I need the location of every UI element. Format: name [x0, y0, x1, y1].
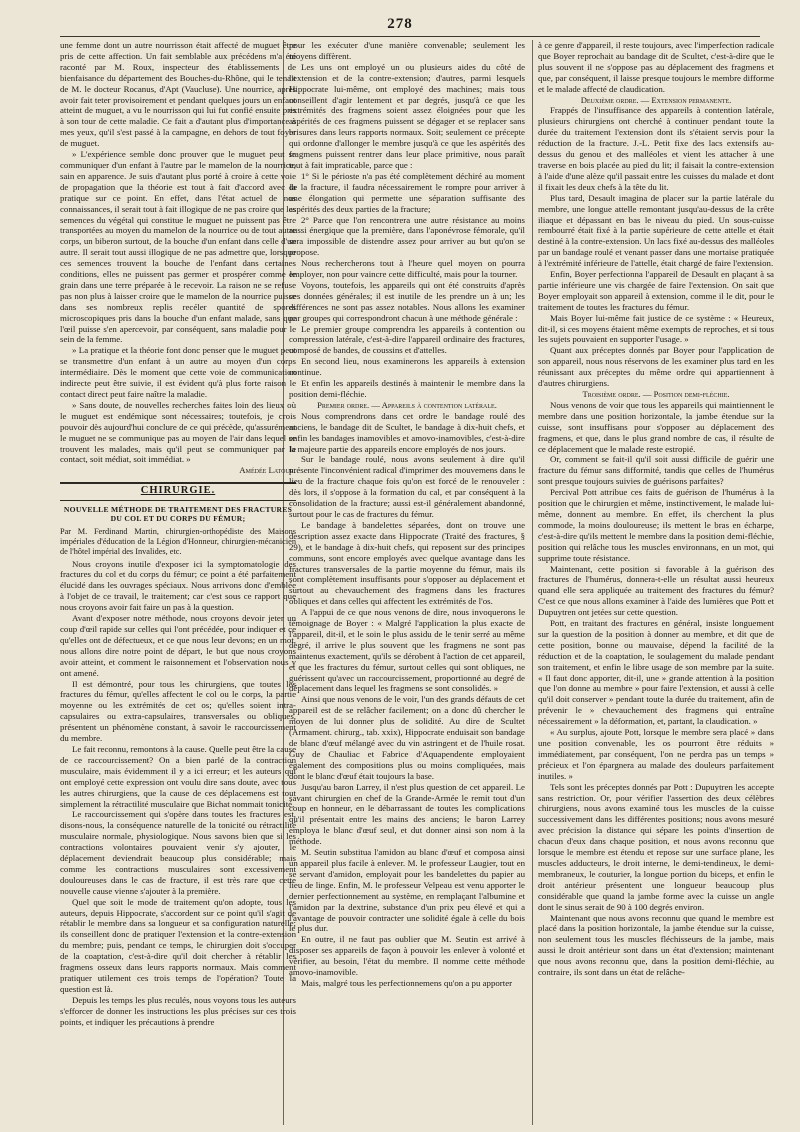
paragraph: à ce genre d'appareil, il reste toujours, avec l'imperfection radicale que Boyer reprochait au bandage dit de Scultet, c'est-à-dire que le plus souvent il ne s'oppose pas au déplacement des fragmens et que, par conséquent, il laisse presque toujours le membre difforme et le malade affecté de claudication. — [538, 40, 774, 94]
paragraph: Maintenant que nous avons reconnu que quand le membre est placé dans la position horizontale, la jambe étendue sur la cuisse, non seulement tous les muscles fléchisseurs de la jambe, mais aussi le droit antérieur sont dans un état d'extension; maintenant que nous avons reconnu que, dans la position demi-fléchie, au contraire, ils sont dans un état de relâche- — [538, 912, 774, 978]
paragraph: Et enfin les appareils destinés à maintenir le membre dans la position demi-fléchie. — [289, 378, 525, 399]
paragraph: Nous rechercherons tout à l'heure quel moyen on pourra employer, non pour vaincre cette difficulté, mais pour la tourner. — [289, 258, 525, 280]
header-rule — [60, 36, 760, 37]
paragraph: Il est démontré, pour tous les chirurgiens, que toutes les fractures du fémur, qu'elles affectent le col ou le corps, la partie moyenne ou les extrémités de cet os; qu'elles soient intra-capsulaires ou extra-capsulaires, transversales ou obliques, présentent un phénomène constant, à savoir le raccourcissement du membre. — [60, 678, 296, 744]
column-1 — [60, 40, 296, 1130]
column-2 — [289, 40, 525, 1130]
paragraph: Le bandage à bandelettes séparées, dont on trouve une description assez exacte dans Hippocrate (Traité des fractures, § 29), et le bandage à dix-huit chefs, qui reposent sur des principes communs, sont encore employés avec quelque avantage dans les fractures transversales de la partie moyenne du fémur, mais ils sont complètement insuffisants pour s'opposer au déplacement et surtout au chevauchement des fragmens dans les fractures obliques et dans celles qui affectent les extrémités de l'os. — [289, 519, 525, 607]
paragraph: Le raccourcissement qui s'opère dans toutes les fractures est, disons-nous, la conséquence naturelle de la tonicité ou rétractilité musculaire normale, physiologique. Nous savons bien que si les contractions volontaires pouvaient venir s'y ajouter, le déplacement deviendrait beaucoup plus considérable; mais comme les contractions musculaires sont excessivement douloureuses dans le cas de fracture, il est très rare que cette nouvelle cause vienne s'ajouter à la première. — [60, 809, 296, 896]
paragraph: Depuis les temps les plus reculés, nous voyons tous les auteurs s'efforcer de donner les instructions les plus précises sur ces trois points, et indiquer les précautions à prendre — [60, 994, 296, 1027]
section-rule — [60, 482, 296, 484]
paragraph: » La pratique et la théorie font donc penser que le muguet peut se transmettre d'un enfant à un autre au moyen d'un corps intermédiaire. Dès le moment que cette voie de communication indirecte peut être suivie, il est évident qu'à plus forte raison le contact direct peut faire naître la maladie. — [60, 345, 296, 399]
paragraph: Frappés de l'insuffisance des appareils à contention latérale, plusieurs chirurgiens ont cherché à continuer pendant toute la durée du traitement l'extension dont ils s'étaient servis pour la réduction de la fracture. J.-L. Petit fixe des lacs extensifs au-dessus du genou et des malléoles et vient les attacher à une traverse en bois placée au pied du lit; il faisait la contre-extension à l'aide d'une alèze qu'il passait entre les cuisses du malade et dont il fixait les deux chefs à la tête du lit. — [538, 105, 774, 192]
paragraph: » Sans doute, de nouvelles recherches faites loin des lieux où le muguet est endémique sont nécessaires; toutefois, je crois pouvoir dès aujourd'hui conclure de ce qui précède, qu'assurément le muguet ne se communique pas au moyen de l'air dans lequel se trouvent les malades, mais qu'il peut se communiquer par le contact, soit médiat, soit immédiat. » — [60, 399, 296, 465]
paragraph: En second lieu, nous examinerons les appareils à extension continue. — [289, 356, 525, 378]
section-title: CHIRURGIE. — [140, 485, 216, 497]
page-number: 278 — [387, 16, 413, 32]
paragraph: Nous comprendrons dans cet ordre le bandage roulé des anciens, le bandage dit de Scultet, le bandage à dix-huit chefs, et enfin les bandages inamovibles et amovo-inamovibles, c'est-à-dire la majeure partie des appareils encore employés de nos jours. — [289, 410, 525, 454]
paragraph: 2° Parce que l'on rencontrera une autre résistance au moins aussi énergique que la première, dans l'aponévrose fémorale, qu'il sera impossible de distendre assez pour arriver au but qu'on se propose. — [289, 214, 525, 258]
section-rule — [60, 500, 296, 501]
paragraph: » L'expérience semble donc prouver que le muguet peut se communiquer d'un enfant à l'autre par le mamelon de la nourrice, sain en apparence. Je suis d'autant plus porté à croire à cette voie de propagation que la théorie est tout à fait d'accord avec la pratique sur ce point. En effet, dans l'état actuel de nos connaissances, il serait tout à fait illogique de ne pas croire que les semences du végétal qui constitue le muguet ne puissent pas être transportées au moyen du mamelon de la nourrice ou de tout autre corps, un biberon surtout, de la bouche d'un enfant dans celle d'un autre. Il serait tout aussi illogique de ne pas admettre que, lorsque ces semences trouvent la bouche de l'enfant dans certaines conditions, elles ne puissent pas germer et prospérer comme le grain dans une terre préparée à le recevoir. La raison ne se refuse pas non plus à laisser croire que le mamelon de la nourrice puisse dans ses nombreux replis recéler quantité de spores microscopiques pris dans la bouche d'un enfant malade, sans que l'œil puisse s'en apercevoir, par conséquent, sans maladie pour le sein de la femme. — [60, 149, 296, 345]
column-3 — [538, 40, 774, 1130]
paragraph: M. Seutin substitua l'amidon au blanc d'œuf et composa ainsi un appareil plus facile à enlever. M. le professeur Laugier, tout en se servant d'amidon, employait pour les bandelettes du papier au lieu de linge. Enfin, M. le professeur Velpeau est venu apporter le dernier perfectionnement au système, en remplaçant l'albumine et l'amidon par la dextrine, substance d'un prix peu élevé et qui a l'avantage de pouvoir contracter une solidité égale à celle du bois le plus dur. — [289, 847, 525, 934]
article-byline: Par M. Ferdinand Martin, chirurgien-orthopédiste des Maisons impériales d'éducation de la Légion d'Honneur, chirurgien-mécanicien de l'hôtel impérial des Invalides, etc. — [60, 526, 296, 556]
paragraph: A l'appui de ce que nous venons de dire, nous invoquerons le témoignage de Boyer : « Malgré l'application la plus exacte de l'appareil, dit-il, et le soin le plus assidu de le tenir serré au même degré, il arrive le plus souvent que les fragmens ne sont pas maintenus exactement, qu'ils se dérobent à l'action de cet appareil, et que les fractures du fémur, surtout celles qui sont obliques, ne guérissent qu'avec un raccourcissement, proportionné au degré de déplacement dans lequel les fragmens se sont consolidés. » — [289, 607, 525, 694]
author-signature: Amédée Latour. — [239, 465, 296, 476]
paragraph: Mais, malgré tous les perfectionnemens qu'on a pu apporter — [301, 977, 513, 988]
paragraph: Enfin, Boyer perfectionna l'appareil de Desault en plaçant à sa partie inférieure une vis chargée de faire l'extension. On sait que Boyer employait son appareil à extension, comme il le dit, pour le traitement de toutes les fractures du fémur. — [538, 269, 774, 312]
paragraph: Quel que soit le mode de traitement qu'on adopte, tous les auteurs, depuis Hippocrate, s'accordent sur ce point qu'il s'agit de rétablir le membre dans sa longueur et sa configuration naturelle; ils conseillent donc de pratiquer l'extension et la contre-extension du membre; puis, pendant ce temps, le chirurgien doit s'occuper de la coaptation, c'est-à-dire qu'il doit chercher à rétablir les fragmens osseux dans leurs rapports normaux. Mais comment pratiquer utilement ces trois temps de l'opération? Toute la question est là. — [60, 896, 296, 994]
paragraph: « Au surplus, ajoute Pott, lorsque le membre sera placé » dans une position convenable, les os pourront être réduits » immédiatement, par conséquent, l'on ne perdra pas un temps » précieux et l'on épargnera au malade des douleurs parfaitement inutiles. » — [538, 727, 774, 781]
paragraph: Nous venons de voir que tous les appareils qui maintiennent le membre dans une position horizontale, la jambe étendue sur la cuisse, sont insuffisans pour s'opposer au déplacement des fragmens, et que, dans le plus grand nombre de cas, il résulte de ce déplacement que le malade reste estropié. — [538, 399, 774, 454]
paragraph: pour les exécuter d'une manière convenable; seulement les moyens diffèrent. — [289, 40, 525, 61]
paragraph: Maintenant, cette position si favorable à la guérison des fractures de l'humérus, donnera-t-elle un résultat aussi heureux quand elle sera appliquée au traitement des fractures du fémur? C'est ce que nous allons examiner à l'aide des lumières que Pott et Dupuytren ont jetées sur cette question. — [538, 563, 774, 618]
paragraph: Tels sont les préceptes donnés par Pott : Dupuytren les accepte sans restriction. Or, pour vérifier l'assertion des deux célèbres chirurgiens, nous avons examiné tous les muscles de la cuisse successivement dans les différentes positions; nous avons mesuré avec précision la distance qui sépare les points d'insertion de chacun d'eux dans chaque position, et nous avons reconnu que lorsque le membre est étendu et repose sur une surface plane, les muscles adducteurs, le droit interne, le demi-tendineux, le demi-membraneux, le couturier, la longue portion du biceps, et enfin le droit antérieur présentent une longueur beaucoup plus considérable que quand la jambe forme avec la cuisse un angle dont le sinus serait de 90 à 100 degrés environ. — [538, 781, 774, 912]
subsection-heading: Premier ordre. — Appareils à contention latérale. — [317, 399, 497, 410]
subsection-heading: Troisième ordre. — Position demi-fléchie. — [582, 389, 730, 399]
paragraph: Percival Pott attribue ces faits de guérison de l'humérus à la position que le chirurgien et même, instinctivement, le malade lui-même, donnent au membre. En effet, ils cherchent la plus commode, la moins douloureuse; ils mettent le bras en écharpe, c'est-à-dire qu'ils mettent le membre dans la position demi-fléchie, position qui relâche tous les muscles environnans, en un mot, qui supprime toute résistance. — [538, 487, 774, 563]
paragraph: Jusqu'au baron Larrey, il n'est plus question de cet appareil. Le savant chirurgien en chef de la Grande-Armée le remit tout d'un coup en honneur, en le débarrassant de toutes les complications qu'il présentait entre les mains des anciens; le baron Larrey employa le blanc d'œuf seul, et dut donner ainsi son nom à la méthode. — [289, 781, 525, 847]
paragraph: Quant aux préceptes donnés par Boyer pour l'application de son appareil, nous nous réservons de les examiner plus tard en les réunissant aux préceptes du même ordre qui appartiennent à d'autres chirurgiens. — [538, 345, 774, 389]
paragraph: 1° Si le périoste n'a pas été complètement déchiré au moment de la fracture, il faudra nécessairement le rompre pour arriver à une élongation qui permette une séparation suffisante des aspérités des deux parties de la fracture; — [289, 170, 525, 214]
paragraph: Ainsi que nous venons de le voir, l'un des grands défauts de cet appareil est de se relâcher facilement; on a donc dû chercher le moyen de lui donner plus de solidité. Au dire de Scultet (Armament. chirurg., tab. xxix), Hippocrate enduisait son bandage de blanc d'œuf mélangé avec du vin astringent et de l'huile rosat. Guy de Chauliac et Fabrice d'Aquapendente employaient également des compositions plus ou moins compliquées, mais dont le blanc d'œuf était toujours la base. — [289, 694, 525, 781]
paragraph: En outre, il ne faut pas oublier que M. Seutin est arrivé à disposer ses appareils de façon à pouvoir les enlever à volonté et vérifier, au besoin, l'état du membre. Il nomme cette méthode amovo-inamovible. — [289, 934, 525, 978]
article-title: NOUVELLE MÉTHODE DE TRAITEMENT DES FRACTURES DU COL ET DU CORPS DU FÉMUR; — [63, 505, 293, 524]
paragraph: une femme dont un autre nourrisson était affecté de muguet être pris de cette affection. Un fait semblable aux précédens m'a été raconté par M. Roux, inspecteur des établissements de bienfaisance du département des Bouches-du-Rhône, qui le tenait de M. le docteur Rocanus, d'Apt (Vaucluse). Une nourrice, après avoir fait teter provisoirement et pendant quelques jours un enfant atteint de muguet, a vu le nourrisson qui lui fut confié ensuite pris à son tour de cette maladie. Ce fait a d'autant plus d'importance à mes yeux, qu'il s'est passé à la campagne, en dehors de tout foyer de muguet. — [60, 40, 296, 149]
paragraph: Pott, en traitant des fractures en général, insiste longuement sur la question de la position à donner au membre, et dit que de cette position, bonne ou mauvaise, dépend la facilité de la réduction et de la coaptation, le soulagement du malade pendant son traitement, et enfin le libre usage de son membre par la suite. « Il faut donc apporter, dit-il, une » grande attention à la position que l'on donne au membre » pour faire l'extension, et aussi à celle qu'il doit conserver » pendant toute la durée du traitement, afin de prévenir le » chevauchement des fragmens qui entraîne nécessairement » la déformation, et, partant, la claudication. » — [538, 618, 774, 727]
column-divider — [532, 40, 533, 1125]
paragraph: Or, comment se fait-il qu'il soit aussi difficile de guérir une fracture du fémur sans difformité, tandis que celles de l'humérus sont presque toujours suivies de guérisons parfaites? — [538, 454, 774, 487]
paragraph: Nous croyons inutile d'exposer ici la symptomatologie des fractures du col et du corps du fémur; ce point a été parfaitement élucidé dans les ouvrages spéciaux. Nous arrivons donc d'emblée à l'objet de ce travail, le traitement; car c'est sous ce rapport que nous croyons avoir fait faire un pas à la question. — [60, 558, 296, 613]
paragraph: Plus tard, Desault imagina de placer sur la partie latérale du membre, une longue attelle remontant jusqu'au-dessus de la crête iliaque et dépassant en bas le niveau du pied. Un sous-cuisse rembourré était fixé à la partie supérieure de cette attelle et était destiné à la contre-extension. Un lacs fixé au-dessus des malléoles par un bandage roulé et venant passer dans une mortaise pratiquée à l'extrémité inférieure de l'attelle, était chargé de faire l'extension. — [538, 192, 774, 269]
paragraph: Le fait reconnu, remontons à la cause. Quelle peut être la cause de ce raccourcissement? On a bien parlé de la contraction musculaire, mais évidemment il y a ici erreur; et les auteurs qui ont employé cette expression ont voulu dire sans doute, avec tous les autres chirurgiens, que la cause de ces déplacemens est tout simplement la rétractilité musculaire que Bichat nommait tonicité. — [60, 743, 296, 809]
paragraph: Le premier groupe comprendra les appareils à contention ou compression latérale, c'est-à-dire l'appareil ordinaire des fractures, composé de bandes, de coussins et d'attelles. — [289, 323, 525, 356]
subsection-heading: Deuxième ordre. — Extension permanente. — [580, 94, 732, 105]
paragraph: Les uns ont employé un ou plusieurs aides du côté de l'extension et de la contre-extension; d'autres, parmi lesquels Hippocrate lui-même, ont employé des machines; mais tous conseillent d'agir lentement et par degrés, jusqu'à ce que les extrémités des fragmens soient assez éloignées pour que les aspérités de ces fragmens puissent se dégager et se replacer sans brisures dans leurs rapports normaux. Soit; seulement ce précepte qui ordonne d'allonger le membre jusqu'à ce que les aspérités des fragmens puissent rentrer dans leur place primitive, nous paraît tout à fait impraticable, parce que : — [289, 61, 525, 170]
paragraph: Avant d'exposer notre méthode, nous croyons devoir jeter un coup d'œil rapide sur celles qui l'ont précédée, pour indiquer et ce qu'elles ont de défectueux, et ce que nous leur devons; en un mot, nous allons dire notre point de départ, le but que nous croyons avoir atteint, et comment le raisonnement et l'observation nous y ont amené. — [60, 613, 296, 678]
paragraph: Sur le bandage roulé, nous avons seulement à dire qu'il présente l'inconvénient radical d'imprimer des mouvemens dans le lieu de la fracture chaque fois qu'on est forcé de le renouveler : dès lors, il s'oppose à la formation du cal, et par conséquent à la consolidation de la fracture; aussi est-il généralement abandonné, surtout pour le cas de fractures du fémur. — [289, 454, 525, 519]
paragraph: Voyons, toutefois, les appareils qui ont été construits d'après ces données générales; il est inutile de les prendre un à un; les différences ne sont pas assez notables. Nous allons les examiner par groupes qui correspondront chacun à une méthode générale : — [289, 279, 525, 323]
paragraph: Mais Boyer lui-même fait justice de ce système : « Heureux, dit-il, si ces moyens étaient même exempts de reproches, et si tous les sujets pouvaient en supporter l'usage. » — [538, 312, 774, 345]
